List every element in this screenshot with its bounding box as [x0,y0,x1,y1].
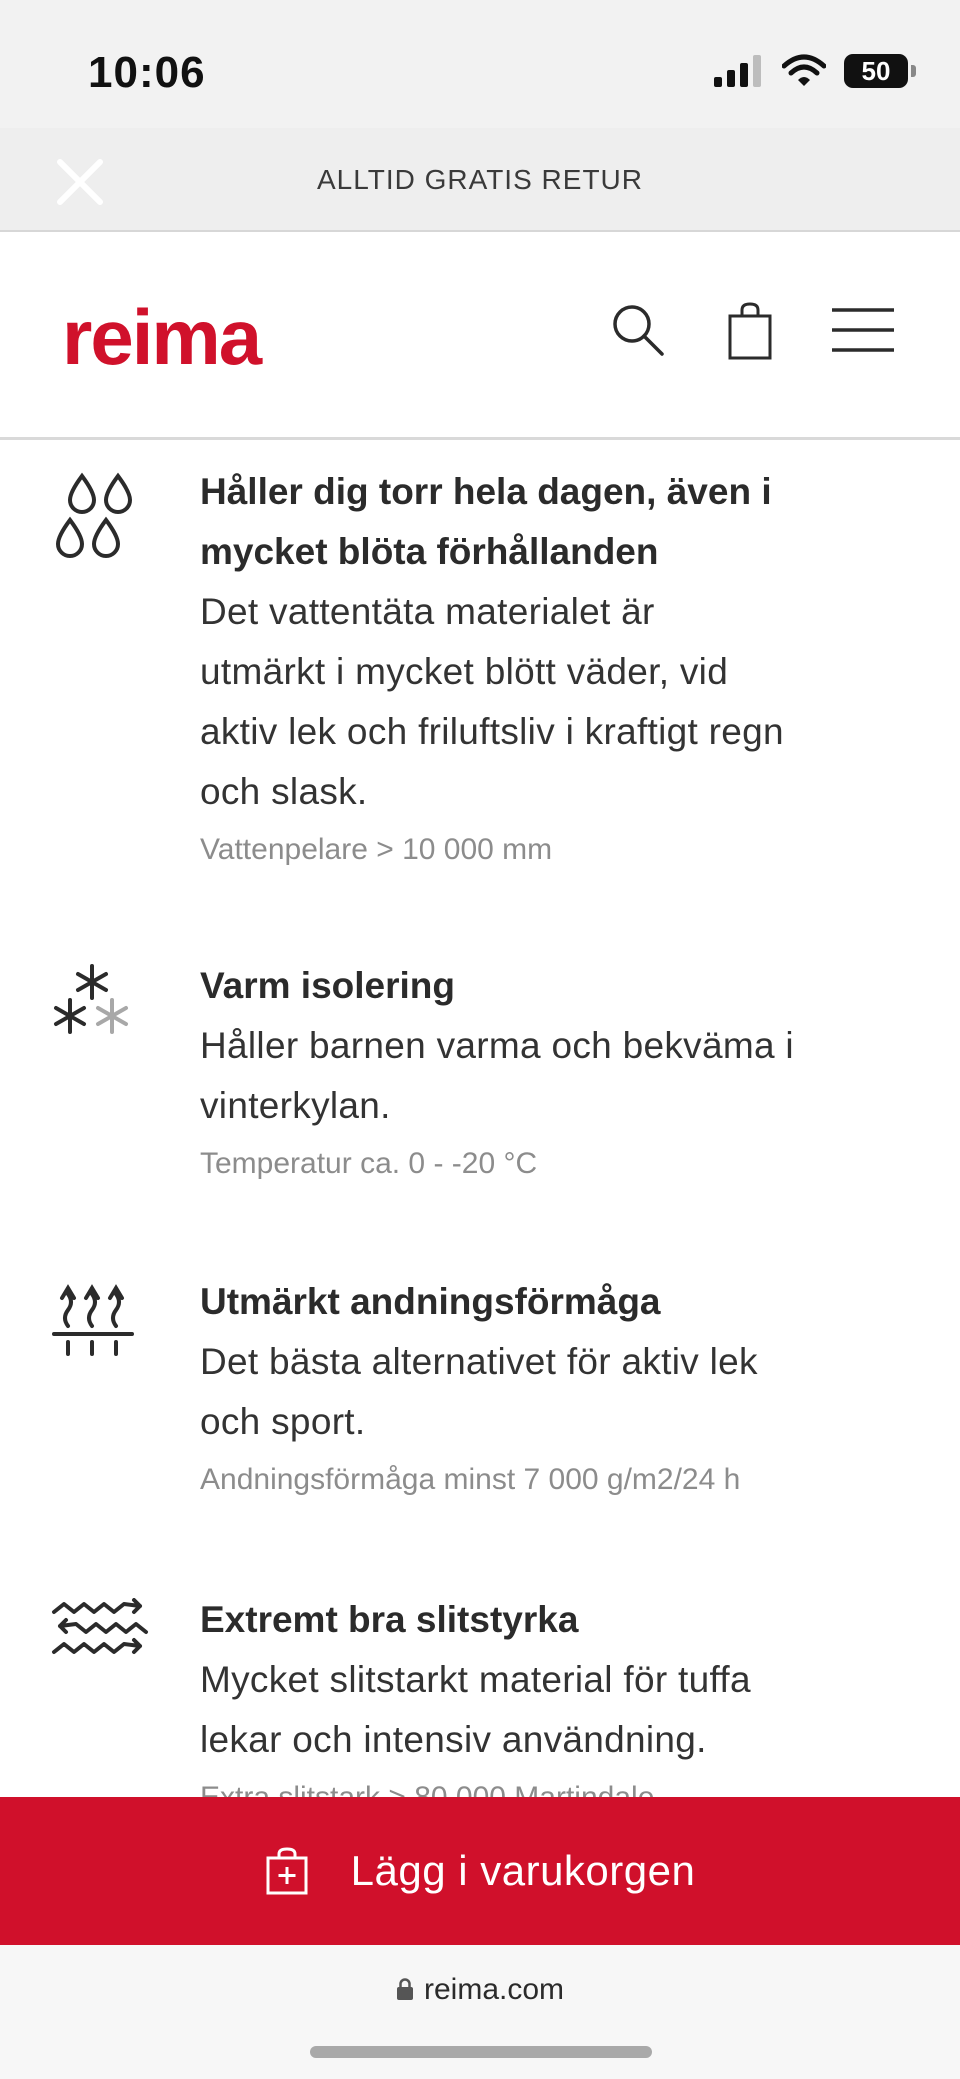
feature-title: Utmärkt andningsförmåga [200,1281,661,1322]
feature-title-line: Håller dig torr hela dagen, även i [200,471,772,512]
feature-desc-line: Det vattentäta materialet är [200,591,655,632]
lock-icon [396,1977,414,2001]
feature-description [200,1332,920,1452]
url-display[interactable] [0,1973,960,2007]
feature-desc-line: och slask. [200,771,368,812]
promo-banner [0,128,960,232]
status-bar [0,0,960,128]
breathability-icon [48,1278,152,1374]
feature-spec: Temperatur ca. 0 - -20 °C [200,1147,538,1180]
feature-title [200,462,920,582]
reima-logo[interactable]: reima [62,293,261,381]
feature-spec: Vattenpelare > 10 000 mm [200,833,553,866]
feature-body [200,956,920,1192]
home-indicator[interactable] [310,2046,652,2058]
status-icons [714,54,908,88]
feature-title: Extremt bra slitstyrka [200,1599,579,1640]
hamburger-menu-icon[interactable] [830,298,896,362]
add-to-bag-icon [265,1846,309,1896]
battery-indicator: 50 [844,54,908,88]
feature-desc-line: Håller barnen varma och bekväma i [200,1025,794,1066]
browser-url-bar[interactable] [0,1945,960,2079]
shopping-bag-icon[interactable] [718,298,782,362]
snowflakes-icon [48,960,152,1056]
feature-desc-line: aktiv lek och friluftsliv i kraftigt regn [200,711,784,752]
add-to-cart-label: Lägg i varukorgen [350,1847,696,1894]
feature-desc-line: utmärkt i mycket blött väder, vid [200,651,729,692]
feature-desc-line: vinterkylan. [200,1085,391,1126]
feature-body [200,1272,920,1508]
feature-body [200,462,920,878]
search-icon[interactable] [606,298,670,362]
water-drops-icon [48,470,152,566]
signal-icon [714,55,764,87]
feature-desc-line: Mycket slitstarkt material för tuffa [200,1659,751,1700]
feature-description [200,582,920,822]
feature-body [200,1590,920,1826]
site-header [0,234,960,440]
add-to-cart-button[interactable] [0,1797,960,1945]
feature-desc-line: lekar och intensiv användning. [200,1719,707,1760]
promo-text: ALLTID GRATIS RETUR [316,164,643,195]
feature-desc-line: och sport. [200,1401,366,1442]
feature-title-line: mycket blöta förhållanden [200,531,659,572]
feature-title: Varm isolering [200,965,455,1006]
abrasion-icon [48,1598,152,1694]
wifi-icon [782,54,826,88]
status-time: 10:06 [88,48,206,97]
feature-description [200,1016,920,1136]
feature-description [200,1650,920,1770]
url-text: reima.com [423,1973,565,2006]
feature-spec: Andningsförmåga minst 7 000 g/m2/24 h [200,1463,741,1496]
feature-desc-line: Det bästa alternativet för aktiv lek [200,1341,758,1382]
